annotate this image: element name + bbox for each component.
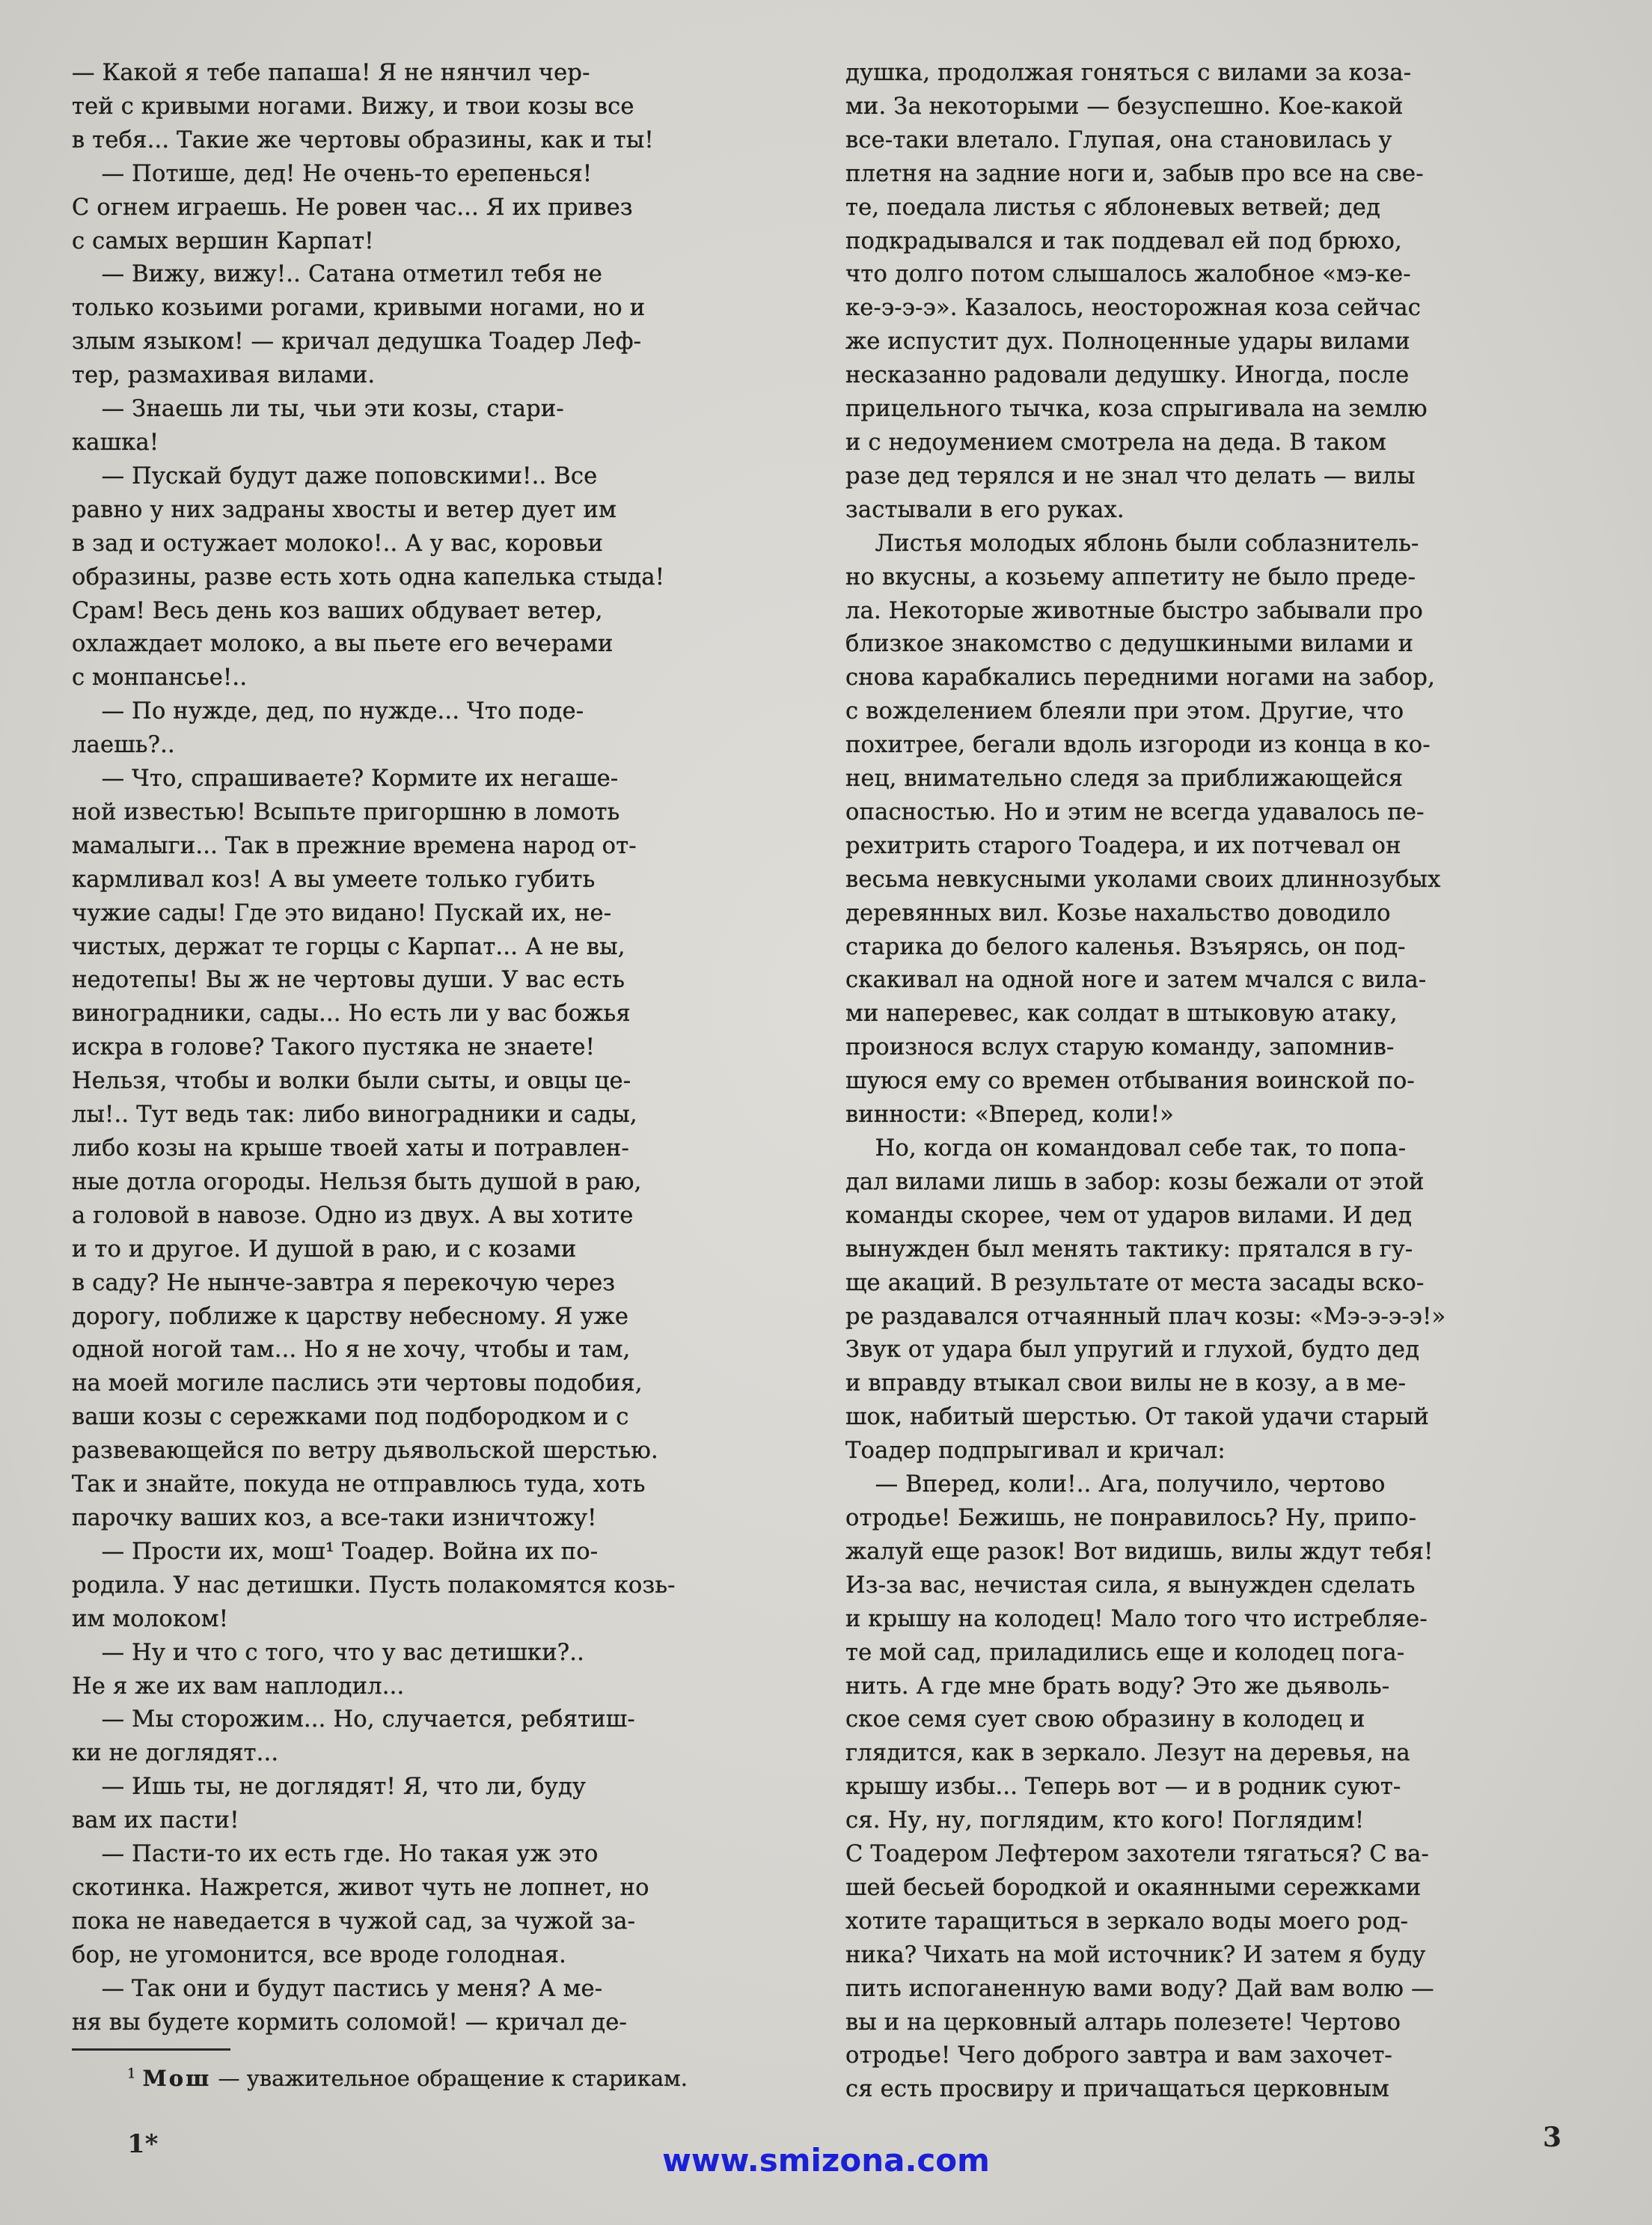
page-number: 3	[1543, 2122, 1562, 2153]
footnote-term: Мош	[142, 2066, 212, 2091]
right-column-text: душка, продолжая гоняться с вилами за коза- ми. За некоторыми — безуспешно. Кое-какой все-таки влетало. Глупая, она становилась у плетня на задние ноги и, забыв про все на све- те, поедала листья с яблоневых ветвей; дед подкрадывался и так поддевал ей под брюхо, что долго потом слышалось жалобное «мэ-ке- ке-э-э-э». Казалось, неосторожная коза сейчас же испустит дух. Полноценные удары вилами несказанно радовали дедушку. Иногда, после прицельного тычка, коза спрыгивала на землю и с недоумением смотрела на деда. В таком разе дед терялся и не знал что делать — вилы застывали в его руках. Листья молодых яблонь были соблазнитель- но вкусны, а козьему аппетиту не было преде- ла. Некоторые животные быстро забывали про близкое знакомство с дедушкиными вилами и снова карабкались передними ногами на забор, с вожделением блеяли при этом. Другие, что похитрее, бегали вдоль изгороди из конца в ко- нец, внимательно следя за приближающейся опасностью. Но и этим не всегда удавалось пе- рехитрить старого Тоадера, и их потчевал он весьма невкусными уколами своих длиннозубых деревянных вил. Козье нахальство доводило старика до белого каленья. Взъярясь, он под- скакивал на одной ноге и затем мчался с вила- ми наперевес, как солдат в штыковую атаку, произнося вслух старую команду, запомнив- шуюся ему со времен отбывания воинской по- винности: «Вперед, коли!» Но, когда он командовал себе так, то попа- дал вилами лишь в забор: козы бежали от этой команды скорее, чем от ударов вилами. И дед вынужден был менять тактику: прятался в гу- ще акаций. В результате от места засады вско- ре раздавался отчаянный плач козы: «Мэ-э-э-э!» Звук от удара был упругий и глухой, будто дед и вправду втыкал свои вилы не в козу, а в ме- шок, набитый шерстью. От такой удачи старый Тоадер подпрыгивал и кричал: — Вперед, коли!.. Ага, получило, чертово отродье! Бежишь, не понравилось? Ну, припо- жалуй еще разок! Вот видишь, вилы ждут тебя! Из-за вас, нечистая сила, я вынужден сделать и крышу на колодец! Мало того что истребляе- те мой сад, приладились еще и колодец пога- нить. А где мне брать воду? Это же дьяволь- ское семя сует свою образину в колодец и глядится, как в зеркало. Лезут на деревья, на крышу избы... Теперь вот — и в родник суют- ся. Ну, ну, поглядим, кто кого! Поглядим! С Тоадером Лефтером захотели тягаться? С ва- шей бесьей бородкой и окаянными сережками хотите таращиться в зеркало воды моего род- ника? Чихать на мой источник? И затем я буду пить испоганенную вами воду? Дай вам волю — вы и на церковный алтарь полезете! Чертово отродье! Чего доброго завтра и вам захочет- ся есть просвиру и причащаться церковным	[845, 60, 1446, 2103]
watermark-link[interactable]: www.smizona.com	[662, 2142, 990, 2179]
footnote-marker: 1	[127, 2066, 136, 2082]
footnote	[127, 2066, 688, 2091]
right-text-column	[845, 57, 1571, 2107]
footnote-text: — уважительное обращение к старикам.	[211, 2066, 688, 2091]
left-text-column	[72, 57, 798, 2039]
signature-mark: 1*	[127, 2129, 159, 2159]
footnote-divider	[72, 2048, 230, 2051]
left-column-text: — Какой я тебе папаша! Я не нянчил чер- тей с кривыми ногами. Вижу, и твои козы все в тебя... Такие же чертовы образины, как и ты! — Потише, дед! Не очень-то ерепенься! С огнем играешь. Не ровен час... Я их привез с самых вершин Карпат! — Вижу, вижу!.. Сатана отметил тебя не только козьими рогами, кривыми ногами, но и злым языком! — кричал дедушка Тоадер Леф- тер, размахивая вилами. — Знаешь ли ты, чьи эти козы, стари- кашка! — Пускай будут даже поповскими!.. Все равно у них задраны хвосты и ветер дует им в зад и остужает молоко!.. А у вас, коровьи образины, разве есть хоть одна капелька стыда! Срам! Весь день коз ваших обдувает ветер, охлаждает молоко, а вы пьете его вечерами с монпансье!.. — По нужде, дед, по нужде... Что поде- лаешь?.. — Что, спрашиваете? Кормите их негаше- ной известью! Всыпьте пригоршню в ломоть мамалыги... Так в прежние времена народ от- кармливал коз! А вы умеете только губить чужие сады! Где это видано! Пускай их, не- чистых, держат те горцы с Карпат... А не вы, недотепы! Вы ж не чертовы души. У вас есть виноградники, сады... Но есть ли у вас божья искра в голове? Такого пустяка не знаете! Нельзя, чтобы и волки были сыты, и овцы це- лы!.. Тут ведь так: либо виноградники и сады, либо козы на крыше твоей хаты и потравлен- ные дотла огороды. Нельзя быть душой в раю, а головой в навозе. Одно из двух. А вы хотите и то и другое. И душой в раю, и с козами в саду? Не нынче-завтра я перекочую через дорогу, поближе к царству небесному. Я уже одной ногой там... Но я не хочу, чтобы и там, на моей могиле паслись эти чертовы подобия, ваши козы с сережками под подбородком и с развевающейся по ветру дьявольской шерстью. Так и знайте, покуда не отправлюсь туда, хоть парочку ваших коз, а все-таки изничтожу! — Прости их, мош¹ Тоадер. Война их по- родила. У нас детишки. Пусть полакомятся козь- им молоком! — Ну и что с того, что у вас детишки?.. Не я же их вам наплодил... — Мы сторожим... Но, случается, ребятиш- ки не доглядят... — Ишь ты, не доглядят! Я, что ли, буду вам их пасти! — Пасти-то их есть где. Но такая уж это скотинка. Нажрется, живот чуть не лопнет, но пока не наведается в чужой сад, за чужой за- бор, не угомонится, все вроде голодная. — Так они и будут пастись у меня? А ме- ня вы будете кормить соломой! — кричал де-	[72, 60, 676, 2036]
